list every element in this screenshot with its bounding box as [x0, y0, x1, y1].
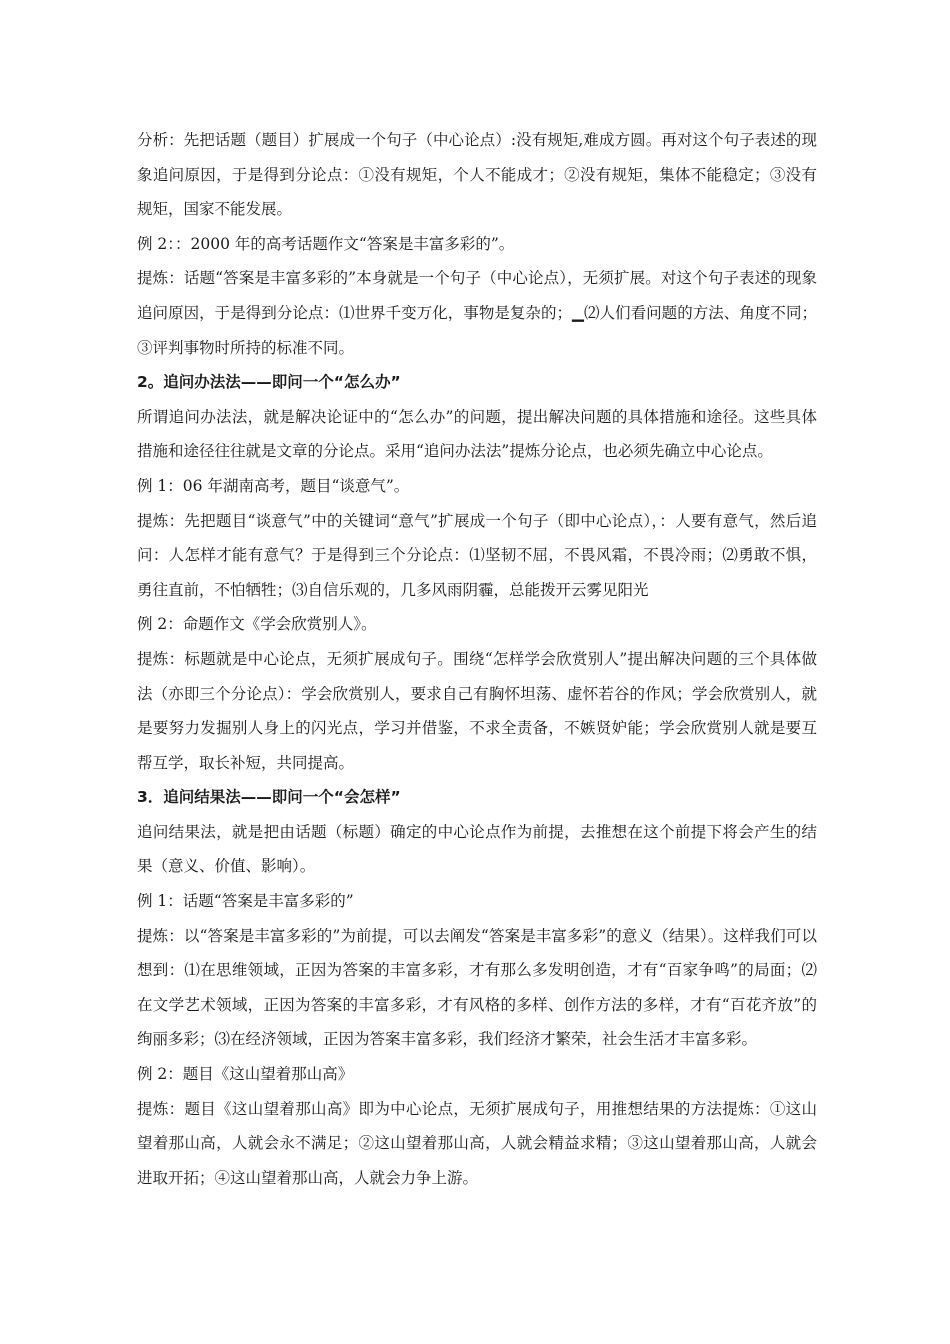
paragraph-definition: 追问结果法，就是把由话题（标题）确定的中心论点作为前提，去推想在这个前提下将会产生的结果（意义、价值、影响）。 [137, 822, 817, 876]
paragraph-refine: 提炼：话题“答案是丰富多彩的”本身就是一个句子（中心论点），无须扩展。对这个句子表述的现象追问原因，于是得到分论点：⑴世界千变万化，事物是复杂的；▁⑵人们看问题的方法、角度不同；③评判事物时所持的标准不同。 [137, 269, 817, 357]
section-heading-2: 2。追问办法法——即问一个“怎么办” [137, 373, 401, 392]
paragraph-example-2: 例 2：命题作文《学会欣赏别人》。 [137, 615, 377, 634]
paragraph-example-1: 例 1：话题“答案是丰富多彩的” [137, 892, 354, 911]
section-heading-3: 3．追问结果法——即问一个“会怎样” [137, 788, 401, 807]
paragraph-refine: 提炼：标题就是中心论点，无须扩展成句子。围绕“怎样学会欣赏别人”提出解决问题的三个具体做法（亦即三个分论点）：学会欣赏别人，要求自己有胸怀坦荡、虚怀若谷的作风；学会欣赏别人，就是要努力发掘别人身上的闪光点，学习并借鉴，不求全责备，不嫉贤妒能；学会欣赏别人就是要互帮互学，取长补短，共同提高。 [137, 649, 817, 772]
paragraph-example-2: 例 2：：2000 年的高考话题作文“答案是丰富多彩的”。 [137, 234, 515, 253]
paragraph-refine: 提炼：先把题目“谈意气”中的关键词“意气”扩展成一个句子（即中心论点），：人要有意气，然后追问：人怎样才能有意气？于是得到三个分论点：⑴坚韧不屈，不畏风霜，不畏冷雨；⑵勇敢不惧，勇往直前，不怕牺牲；⑶自信乐观的，几多风雨阴霾，总能拨开云雾见阳光 [137, 511, 817, 599]
paragraph-example-1: 例 1：06 年湖南高考，题目“谈意气”。 [137, 476, 410, 495]
paragraph-example-2: 例 2：题目《这山望着那山高》 [137, 1065, 354, 1084]
paragraph-refine: 提炼：题目《这山望着那山高》即为中心论点，无须扩展成句子，用推想结果的方法提炼：①这山望着那山高，人就会永不满足；②这山望着那山高，人就会精益求精；③这山望着那山高，人就会进取开拓；④这山望着那山高，人就会力争上游。 [137, 1099, 817, 1187]
paragraph-definition: 所谓追问办法法，就是解决论证中的“怎么办”的问题，提出解决问题的具体措施和途径。这些具体措施和途径往往就是文章的分论点。采用“追问办法法”提炼分论点，也必须先确立中心论点。 [137, 407, 817, 461]
paragraph-refine: 提炼：以“答案是丰富多彩的”为前提，可以去阐发“答案是丰富多彩”的意义（结果）。这样我们可以想到：⑴在思维领域，正因为答案的丰富多彩，才有那么多发明创造，才有“百家争鸣”的局面；⑵在文学艺术领域，正因为答案的丰富多彩，才有风格的多样、创作方法的多样，才有“百花齐放”的绚丽多彩；⑶在经济领域，正因为答案丰富多彩，我们经济才繁荣，社会生活才丰富多彩。 [137, 926, 817, 1049]
document-page [137, 123, 817, 1195]
paragraph-analysis: 分析：先把话题（题目）扩展成一个句子（中心论点）:没有规矩,难成方圆。再对这个句子表述的现象追问原因，于是得到分论点：①没有规矩，个人不能成才；②没有规矩，集体不能稳定；③没有规矩，国家不能发展。 [137, 131, 817, 219]
